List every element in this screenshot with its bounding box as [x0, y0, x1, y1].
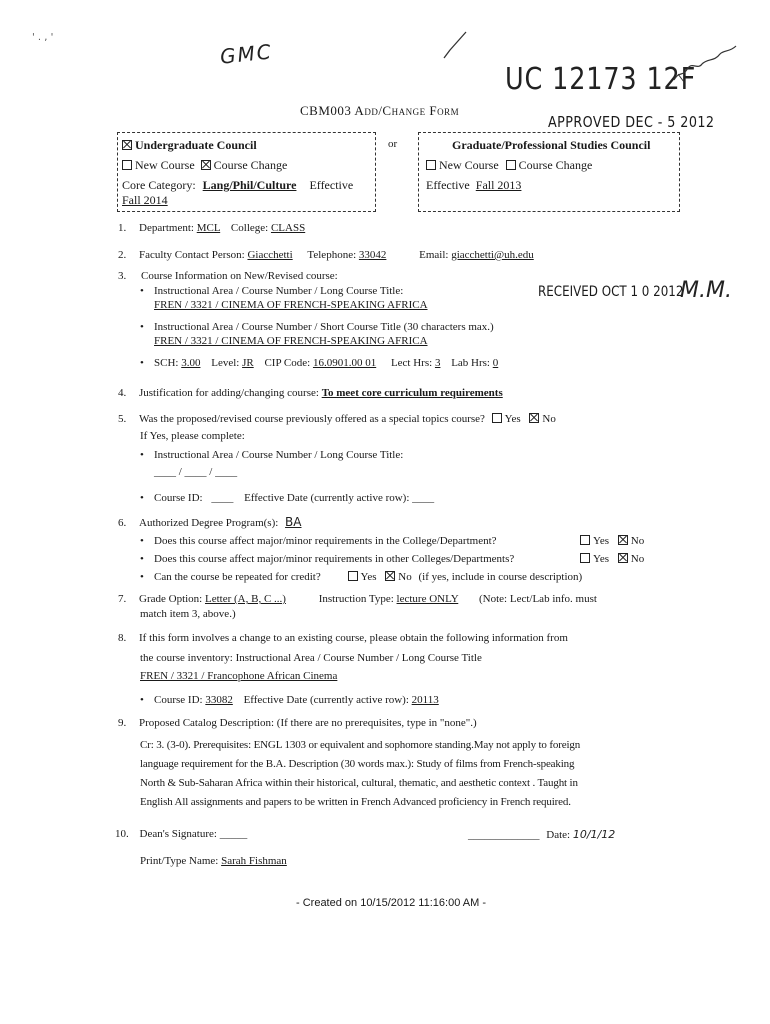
- undergrad-council-checkbox[interactable]: [122, 140, 132, 150]
- item-3-heading: 3. Course Information on New/Revised course:: [118, 270, 338, 282]
- degree-program-value: BA: [285, 515, 302, 529]
- item-8-line2: the course inventory: Instructional Area / Course Number / Long Course Title: [140, 652, 482, 664]
- catalog-line-1: Cr: 3. (3-0). Prerequisites: ENGL 1303 or equivalent and sophomore standing.May not apply to foreign: [140, 739, 581, 751]
- lect-hours-value: 3: [434, 357, 441, 369]
- q3-no-checkbox[interactable]: [385, 571, 395, 581]
- grad-course-change-label: Course Change: [518, 158, 593, 172]
- instruction-type-value: lecture ONLY: [396, 593, 459, 605]
- item-7: 7. Grade Option: Letter (A, B, C ...) Instruction Type: lecture ONLY (Note: Lect/Lab info. must: [118, 593, 597, 605]
- undergrad-council-label: Undergraduate Council: [135, 138, 257, 152]
- item-1: 1. Department: MCL College: CLASS: [118, 222, 306, 234]
- signature-scribble-icon: [670, 40, 740, 85]
- item-10-print-name: Print/Type Name: Sarah Fishman: [140, 855, 287, 867]
- justification-value: To meet core curriculum requirements: [321, 387, 503, 399]
- undergrad-course-change-checkbox[interactable]: [201, 160, 211, 170]
- grad-council-label: Graduate/Professional Studies Council: [452, 138, 651, 152]
- item-6-q3: • Can the course be repeated for credit? Yes No (if yes, include in course description): [154, 571, 582, 583]
- item-5-if-yes: If Yes, please complete:: [140, 430, 245, 442]
- item-3-short-title-label: • Instructional Area / Course Number / Short Course Title (30 characters max.): [154, 321, 494, 333]
- catalog-line-4: English All assignments and papers to be written in French Advanced proficiency in French required.: [140, 796, 571, 808]
- level-value: JR: [242, 357, 254, 369]
- received-stamp: RECEIVED OCT 1 0 2012: [538, 284, 684, 300]
- grad-new-course-checkbox[interactable]: [426, 160, 436, 170]
- item-3-credit-row: • SCH: 3.00 Level: JR CIP Code: 16.0901.00 01 Lect Hrs: 3 Lab Hrs: 0: [154, 357, 498, 369]
- college-value: CLASS: [270, 222, 306, 234]
- item-6-q2: • Does this course affect major/minor requirements in other Colleges/Departments?: [154, 553, 514, 565]
- contact-value: Giacchetti: [247, 249, 293, 261]
- email-value: giacchetti@uh.edu: [451, 249, 534, 261]
- q1-no-checkbox[interactable]: [618, 535, 628, 545]
- footer-created: - Created on 10/15/2012 11:16:00 AM -: [296, 897, 486, 909]
- item-5: 5. Was the proposed/revised course previously offered as a special topics course? Yes No: [118, 413, 556, 425]
- item-6: 6. Authorized Degree Program(s): BA: [118, 515, 302, 529]
- item-5-long-title-label: • Instructional Area / Course Number / Long Course Title:: [154, 449, 403, 461]
- item-10: 10. Dean's Signature: _____: [115, 828, 248, 840]
- print-name-value: Sarah Fishman: [221, 855, 287, 867]
- special-topics-yes-checkbox[interactable]: [492, 413, 502, 423]
- item-7-note-cont: match item 3, above.): [140, 608, 236, 620]
- old-course-id-value: 33082: [205, 694, 233, 706]
- catalog-line-2: language requirement for the B.A. Description (30 words max.): Study of films from French-speaking: [140, 758, 575, 770]
- item-8-line1: 8. If this form involves a change to an existing course, please obtain the following information from: [118, 632, 568, 644]
- item-3-long-title-label: • Instructional Area / Course Number / Long Course Title:: [154, 285, 403, 297]
- old-effective-value: 20113: [411, 694, 439, 706]
- undergrad-effective-label: Effective: [309, 178, 354, 192]
- form-title: CBM003 Add/Change Form: [300, 103, 460, 118]
- item-5-course-id-row: • Course ID: ____ Effective Date (currently active row): ____: [154, 492, 434, 504]
- undergrad-council-row: [122, 138, 257, 153]
- check-mark-icon: [440, 28, 470, 62]
- margin-mark: ' . , ': [32, 32, 54, 43]
- grad-effective-term: Fall 2013: [475, 178, 522, 192]
- item-3-long-title-value: FREN / 3321 / CINEMA OF FRENCH-SPEAKING AFRICA: [154, 299, 428, 311]
- received-initials: M.M.: [680, 278, 732, 303]
- q2-no-checkbox[interactable]: [618, 553, 628, 563]
- item-6-q2-options: Yes No: [580, 553, 644, 565]
- undergrad-course-change-label: Course Change: [213, 158, 288, 172]
- undergrad-new-course-checkbox[interactable]: [122, 160, 132, 170]
- approved-stamp: APPROVED DEC - 5 2012: [548, 113, 715, 131]
- undergrad-course-type-row: [122, 158, 287, 173]
- undergrad-new-course-label: New Course: [135, 158, 195, 172]
- grad-course-type-row: [426, 158, 592, 173]
- department-value: MCL: [196, 222, 221, 234]
- handwritten-initials: GMC: [218, 39, 274, 69]
- tracking-number: UC 12173 12F: [505, 62, 697, 97]
- sch-value: 3.00: [181, 357, 201, 369]
- q3-yes-checkbox[interactable]: [348, 571, 358, 581]
- special-topics-no-checkbox[interactable]: [529, 413, 539, 423]
- item-3-short-title-value: FREN / 3321 / CINEMA OF FRENCH-SPEAKING AFRICA: [154, 335, 428, 347]
- item-6-q1: • Does this course affect major/minor requirements in the College/Department?: [154, 535, 497, 547]
- grad-effective-row: [426, 178, 521, 193]
- grade-option-value: Letter (A, B, C ...): [204, 593, 286, 605]
- q2-yes-checkbox[interactable]: [580, 553, 590, 563]
- date-value: 10/1/12: [572, 828, 616, 841]
- item-8-old-title: FREN / 3321 / Francophone African Cinema: [140, 670, 338, 682]
- core-category-label: Core Category:: [122, 178, 196, 192]
- grad-new-course-label: New Course: [439, 158, 499, 172]
- lab-hours-value: 0: [492, 357, 499, 369]
- item-10-date: _____________ Date: 10/1/12: [468, 828, 616, 841]
- core-category-value: Lang/Phil/Culture: [202, 178, 297, 192]
- core-category-row: [122, 178, 353, 193]
- q1-yes-checkbox[interactable]: [580, 535, 590, 545]
- cip-value: 16.0901.00 01: [312, 357, 377, 369]
- item-6-q1-options: Yes No: [580, 535, 644, 547]
- item-2: 2. Faculty Contact Person: Giacchetti Telephone: 33042 Email: giacchetti@uh.edu: [118, 249, 534, 261]
- or-label: or: [388, 138, 398, 150]
- item-9-heading: 9. Proposed Catalog Description: (If there are no prerequisites, type in "none".): [118, 717, 477, 729]
- grad-effective-label: Effective: [426, 178, 470, 192]
- item-4: 4. Justification for adding/changing course: To meet core curriculum requirements: [118, 387, 503, 399]
- catalog-line-3: North & Sub-Saharan Africa within their historical, cultural, thematic, and aesthetic context . Taught in: [140, 777, 578, 789]
- item-5-long-title-blank: ____ / ____ / ____: [154, 466, 238, 478]
- undergrad-effective-term: Fall 2014: [122, 193, 168, 207]
- item-8-course-id-row: • Course ID: 33082 Effective Date (currently active row): 20113: [154, 694, 439, 706]
- telephone-value: 33042: [358, 249, 387, 261]
- grad-course-change-checkbox[interactable]: [506, 160, 516, 170]
